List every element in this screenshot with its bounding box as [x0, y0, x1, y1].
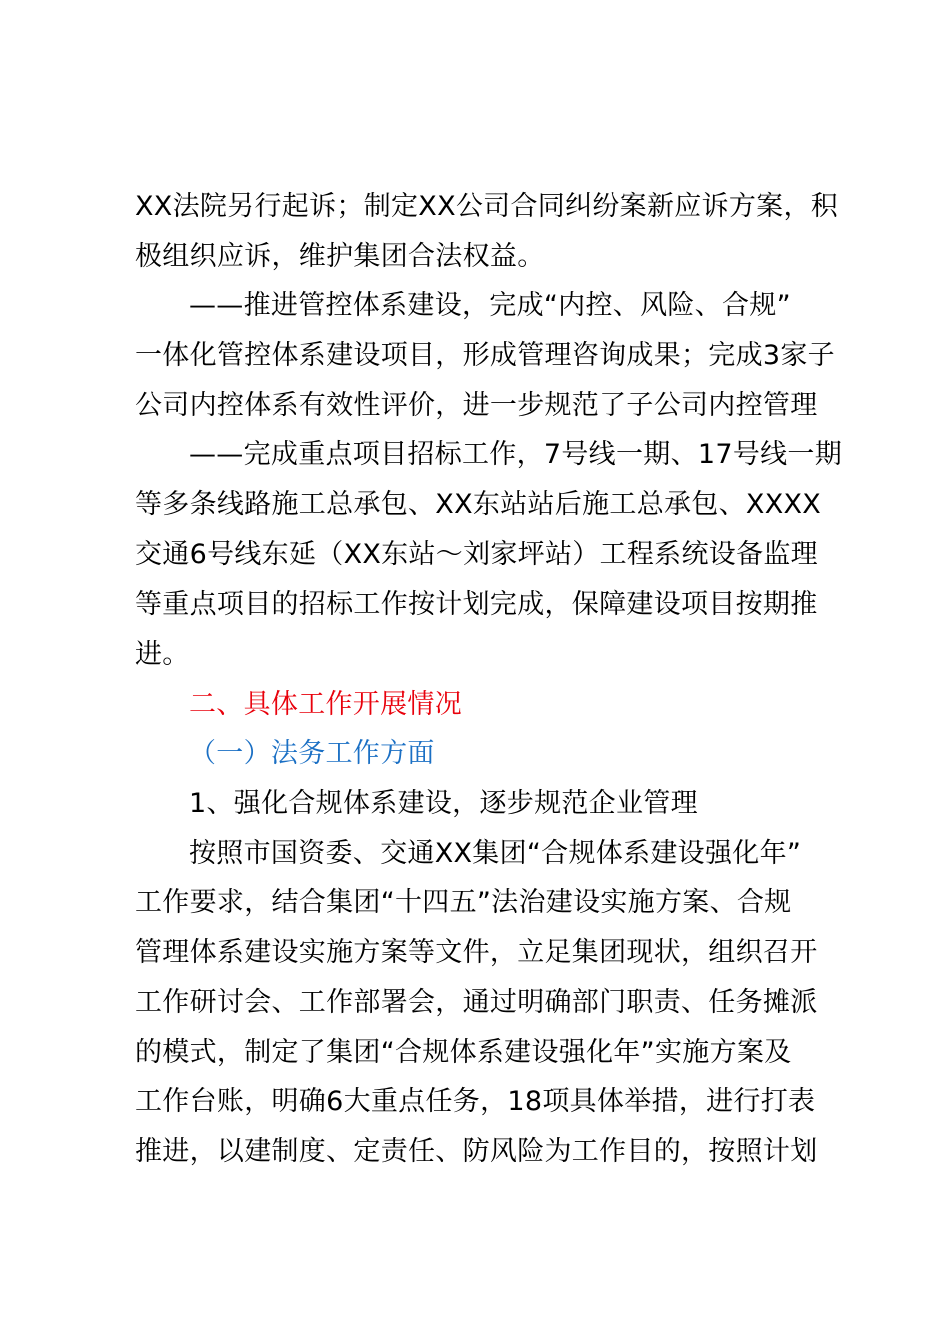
- body-text-line: 等重点项目的招标工作按计划完成，保障建设项目按期推: [135, 589, 818, 620]
- section-heading: 二、具体工作开展情况: [189, 689, 462, 720]
- body-text-line: 等多条线路施工总承包、XX东站站后施工总承包、XXXX: [135, 489, 822, 520]
- body-text-line: 一体化管控体系建设项目，形成管理咨询成果；完成3家子: [135, 340, 835, 371]
- item-heading: 1、强化合规体系建设，逐步规范企业管理: [189, 788, 698, 819]
- body-text-line: 进。: [135, 639, 190, 670]
- body-text-line: 的模式，制定了集团“合规体系建设强化年”实施方案及: [135, 1037, 792, 1068]
- body-text-line: XX法院另行起诉；制定XX公司合同纠纷案新应诉方案，积: [135, 191, 839, 222]
- body-text-line: 交通6号线东延（XX东站～刘家坪站）工程系统设备监理: [135, 539, 818, 570]
- body-text-line: 工作研讨会、工作部署会，通过明确部门职责、任务摊派: [135, 987, 818, 1018]
- body-text-line: 管理体系建设实施方案等文件，立足集团现状，组织召开: [135, 937, 818, 968]
- body-text-line: 极组织应诉，维护集团合法权益。: [135, 241, 545, 272]
- body-text-line: 工作要求，结合集团“十四五”法治建设实施方案、合规: [135, 887, 792, 918]
- body-text-line: 按照市国资委、交通XX集团“合规体系建设强化年”: [189, 838, 802, 869]
- body-text-line: 推进，以建制度、定责任、防风险为工作目的，按照计划: [135, 1136, 818, 1167]
- body-text-line: ——完成重点项目招标工作，7号线一期、17号线一期: [189, 439, 843, 470]
- body-text-line: ——推进管控体系建设，完成“内控、风险、合规”: [189, 290, 791, 321]
- subsection-heading: （一）法务工作方面: [189, 738, 435, 769]
- body-text-line: 工作台账，明确6大重点任务，18项具体举措，进行打表: [135, 1086, 816, 1117]
- body-text-line: 公司内控体系有效性评价，进一步规范了子公司内控管理: [135, 390, 818, 421]
